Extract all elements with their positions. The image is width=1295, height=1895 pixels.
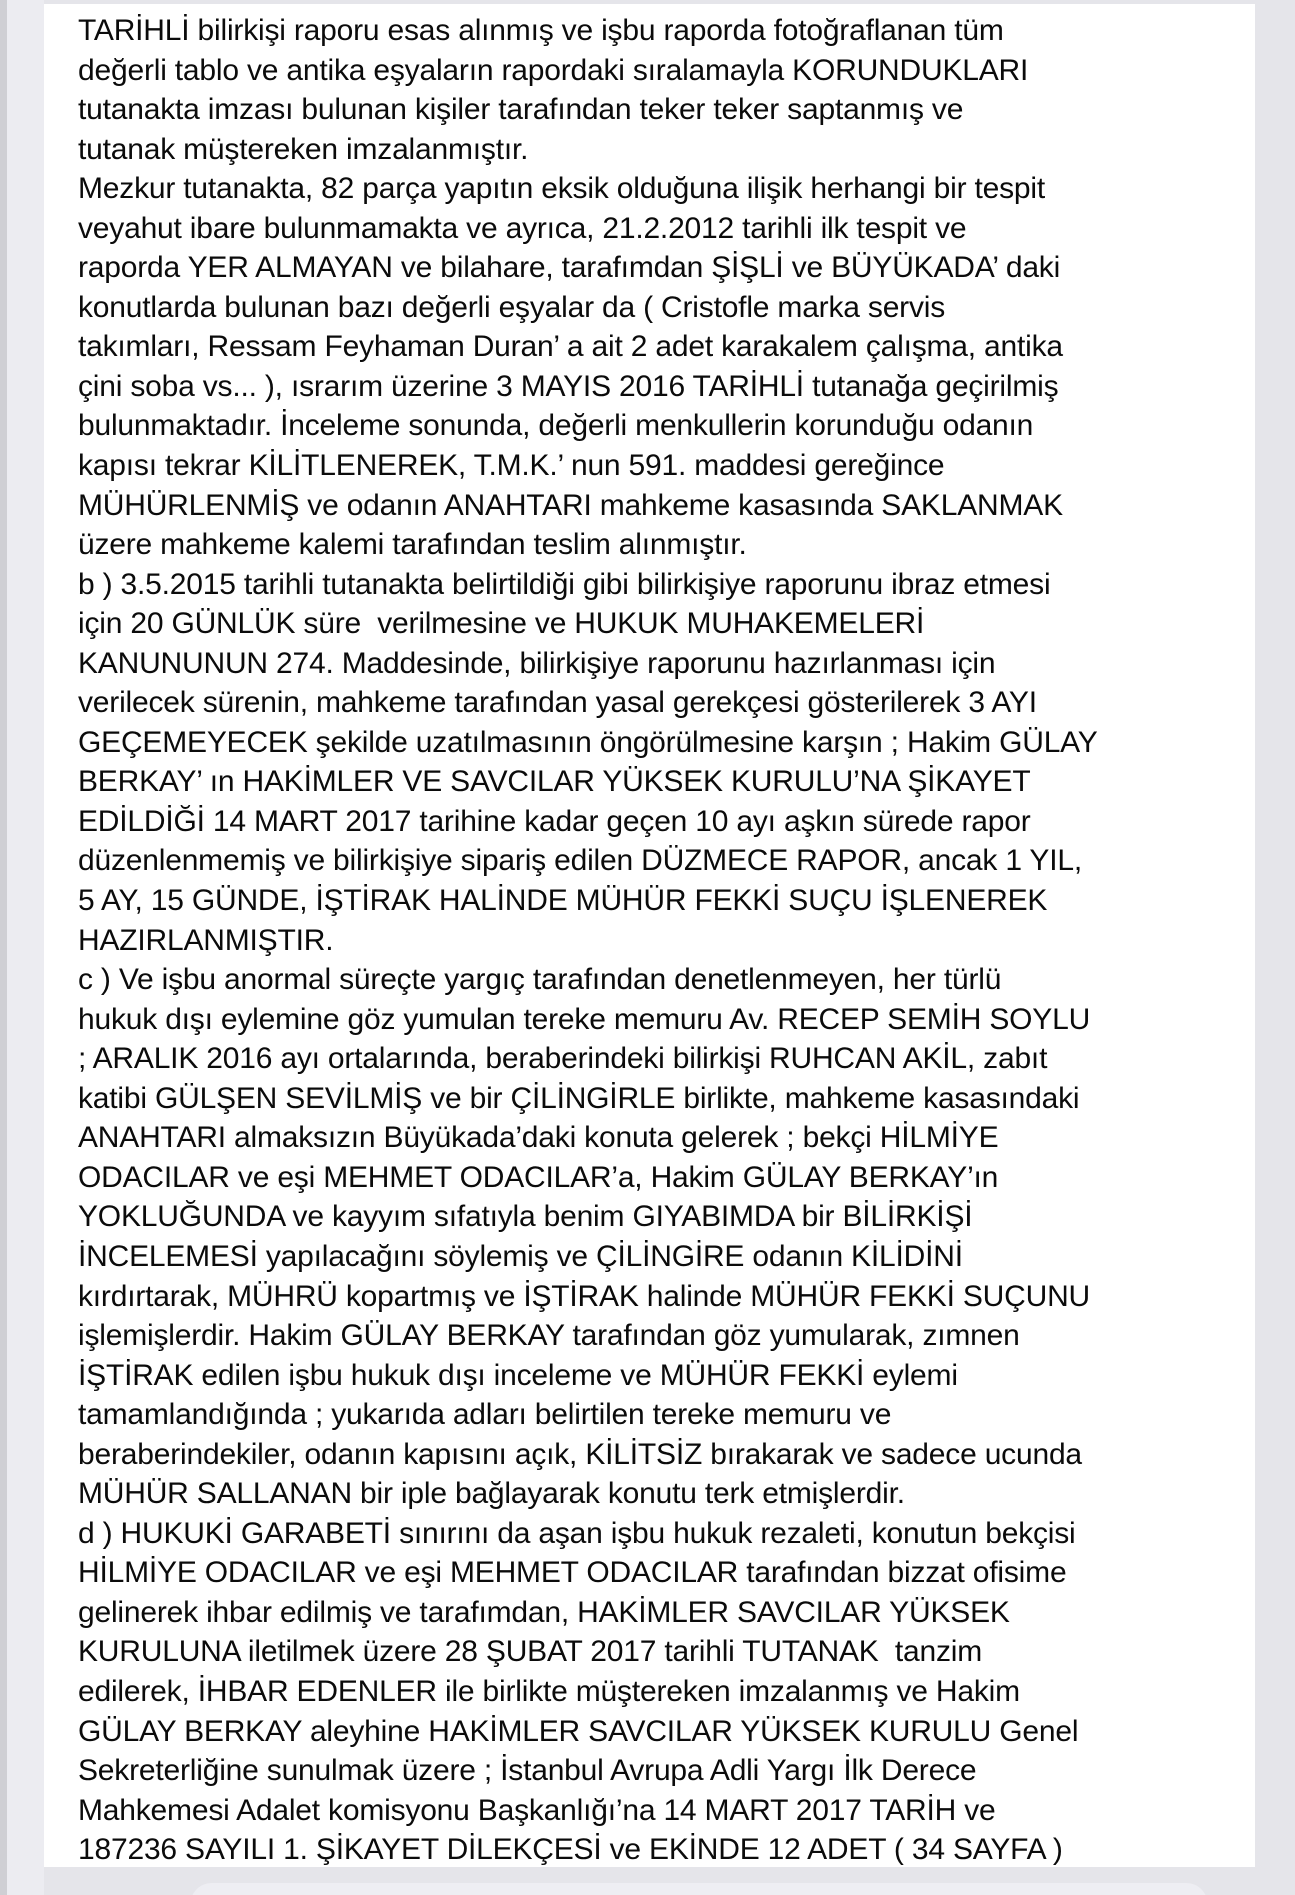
- text-line: 5 AY, 15 GÜNDE, İŞTİRAK HALİNDE MÜHÜR FEKKİ SUÇU İŞLENEREK: [78, 884, 1048, 918]
- next-content-card[interactable]: [190, 1883, 1208, 1895]
- text-line: tutanakta imzası bulunan kişiler tarafından teker teker saptanmış ve: [78, 93, 964, 127]
- text-line: kapısı tekrar KİLİTLENEREK, T.M.K.’ nun 591. maddesi gereğince: [78, 449, 945, 483]
- text-line: çini soba vs... ), ısrarım üzerine 3 MAYIS 2016 TARİHLİ tutanağa geçirilmiş: [78, 369, 1059, 403]
- text-line: Mahkemesi Adalet komisyonu Başkanlığı’na 14 MART 2017 TARİH ve: [78, 1793, 996, 1827]
- text-line: d ) HUKUKİ GARABETİ sınırını da aşan işbu hukuk rezaleti, konutun bekçisi: [78, 1516, 1076, 1550]
- text-line: bulunmaktadır. İnceleme sonunda, değerli menkullerin korunduğu odanın: [78, 409, 1034, 443]
- screen-edge-strip: [0, 0, 7, 1895]
- text-line: raporda YER ALMAYAN ve bilahare, tarafımdan ŞİŞLİ ve BÜYÜKADA’ daki: [78, 251, 1061, 285]
- text-line: üzere mahkeme kalemi tarafından teslim alınmıştır.: [78, 528, 747, 562]
- text-line: tamamlandığında ; yukarıda adları belirtilen tereke memuru ve: [78, 1398, 892, 1432]
- text-line: katibi GÜLŞEN SEVİLMİŞ ve bir ÇİLİNGİRLE birlikte, mahkeme kasasındaki: [78, 1081, 1080, 1115]
- document-text: [44, 4, 1255, 1867]
- text-line: EDİLDİĞİ 14 MART 2017 tarihine kadar geçen 10 ayı aşkın sürede rapor: [78, 804, 1031, 838]
- text-line: düzenlenmemiş ve bilirkişiye sipariş edilen DÜZMECE RAPOR, ancak 1 YIL,: [78, 844, 1082, 878]
- text-line: Mezkur tutanakta, 82 parça yapıtın eksik olduğuna ilişik herhangi bir tespit: [78, 172, 1046, 206]
- document-page[interactable]: [44, 4, 1255, 1867]
- text-line: verilecek sürenin, mahkeme tarafından yasal gerekçesi gösterilerek 3 AYI: [78, 686, 1037, 720]
- text-line: gelinerek ihbar edilmiş ve tarafımdan, HAKİMLER SAVCILAR YÜKSEK: [78, 1595, 1010, 1629]
- text-line: GÜLAY BERKAY aleyhine HAKİMLER SAVCILAR YÜKSEK KURULU Genel: [78, 1714, 1079, 1748]
- text-line: işlemişlerdir. Hakim GÜLAY BERKAY tarafından göz yumularak, zımnen: [78, 1319, 1020, 1353]
- text-line: kırdırtarak, MÜHRÜ kopartmış ve İŞTİRAK halinde MÜHÜR FEKKİ SUÇUNU: [78, 1279, 1091, 1313]
- text-line: 187236 SAYILI 1. ŞİKAYET DİLEKÇESİ ve EKİNDE 12 ADET ( 34 SAYFA ): [78, 1833, 1063, 1867]
- text-line: ODACILAR ve eşi MEHMET ODACILAR’a, Hakim GÜLAY BERKAY’ın: [78, 1160, 999, 1194]
- text-line: hukuk dışı eylemine göz yumulan tereke memuru Av. RECEP SEMİH SOYLU: [78, 1002, 1091, 1036]
- text-line: TARİHLİ bilirkişi raporu esas alınmış ve işbu raporda fotoğraflanan tüm: [78, 14, 1004, 47]
- text-line: c ) Ve işbu anormal süreçte yargıç tarafından denetlenmeyen, her türlü: [78, 963, 1002, 997]
- text-line: MÜHÜRLENMİŞ ve odanın ANAHTARI mahkeme kasasında SAKLANMAK: [78, 488, 1063, 522]
- text-line: HİLMİYE ODACILAR ve eşi MEHMET ODACILAR tarafından bizzat ofisime: [78, 1556, 1067, 1590]
- text-line: veyahut ibare bulunmamakta ve ayrıca, 21.2.2012 tarihli ilk tespit ve: [78, 211, 967, 245]
- text-line: için 20 GÜNLÜK süre verilmesine ve HUKUK MUHAKEMELERİ: [78, 607, 925, 641]
- text-line: b ) 3.5.2015 tarihli tutanakta belirtildiği gibi bilirkişiye raporunu ibraz etmesi: [78, 567, 1051, 601]
- text-line: BERKAY’ ın HAKİMLER VE SAVCILAR YÜKSEK KURULU’NA ŞİKAYET: [78, 765, 1031, 799]
- text-line: İNCELEMESİ yapılacağını söylemiş ve ÇİLİNGİRE odanın KİLİDİNİ: [78, 1239, 963, 1273]
- text-line: ANAHTARI almaksızın Büyükada’daki konuta gelerek ; bekçi HİLMİYE: [78, 1121, 999, 1155]
- text-line: KANUNUNUN 274. Maddesinde, bilirkişiye raporunu hazırlanması için: [78, 646, 996, 680]
- text-line: Sekreterliğine sunulmak üzere ; İstanbul Avrupa Adli Yargı İlk Derece: [78, 1754, 977, 1788]
- text-line: İŞTİRAK edilen işbu hukuk dışı inceleme ve MÜHÜR FEKKİ eylemi: [78, 1358, 958, 1392]
- text-line: tutanak müştereken imzalanmıştır.: [78, 132, 529, 166]
- text-line: edilerek, İHBAR EDENLER ile birlikte müştereken imzalanmış ve Hakim: [78, 1674, 1020, 1708]
- text-line: konutlarda bulunan bazı değerli eşyalar da ( Cristofle marka servis: [78, 290, 946, 324]
- text-line: değerli tablo ve antika eşyaların rapordaki sıralamayla KORUNDUKLARI: [78, 53, 1029, 87]
- text-line: takımları, Ressam Feyhaman Duran’ a ait 2 adet karakalem çalışma, antika: [78, 330, 1063, 364]
- page-left-margin: [7, 0, 44, 1895]
- text-line: YOKLUĞUNDA ve kayyım sıfatıyla benim GIYABIMDA bir BİLİRKİŞİ: [78, 1200, 973, 1234]
- text-line: MÜHÜR SALLANAN bir iple bağlayarak konutu terk etmişlerdir.: [78, 1477, 905, 1511]
- text-line: ; ARALIK 2016 ayı ortalarında, beraberindeki bilirkişi RUHCAN AKİL, zabıt: [78, 1042, 1048, 1076]
- text-line: HAZIRLANMIŞTIR.: [78, 923, 334, 957]
- text-line: beraberindekiler, odanın kapısını açık, KİLİTSİZ bırakarak ve sadece ucunda: [78, 1437, 1082, 1471]
- text-line: GEÇEMEYECEK şekilde uzatılmasının öngörülmesine karşın ; Hakim GÜLAY: [78, 725, 1098, 759]
- text-line: KURULUNA iletilmek üzere 28 ŞUBAT 2017 tarihli TUTANAK tanzim: [78, 1635, 983, 1669]
